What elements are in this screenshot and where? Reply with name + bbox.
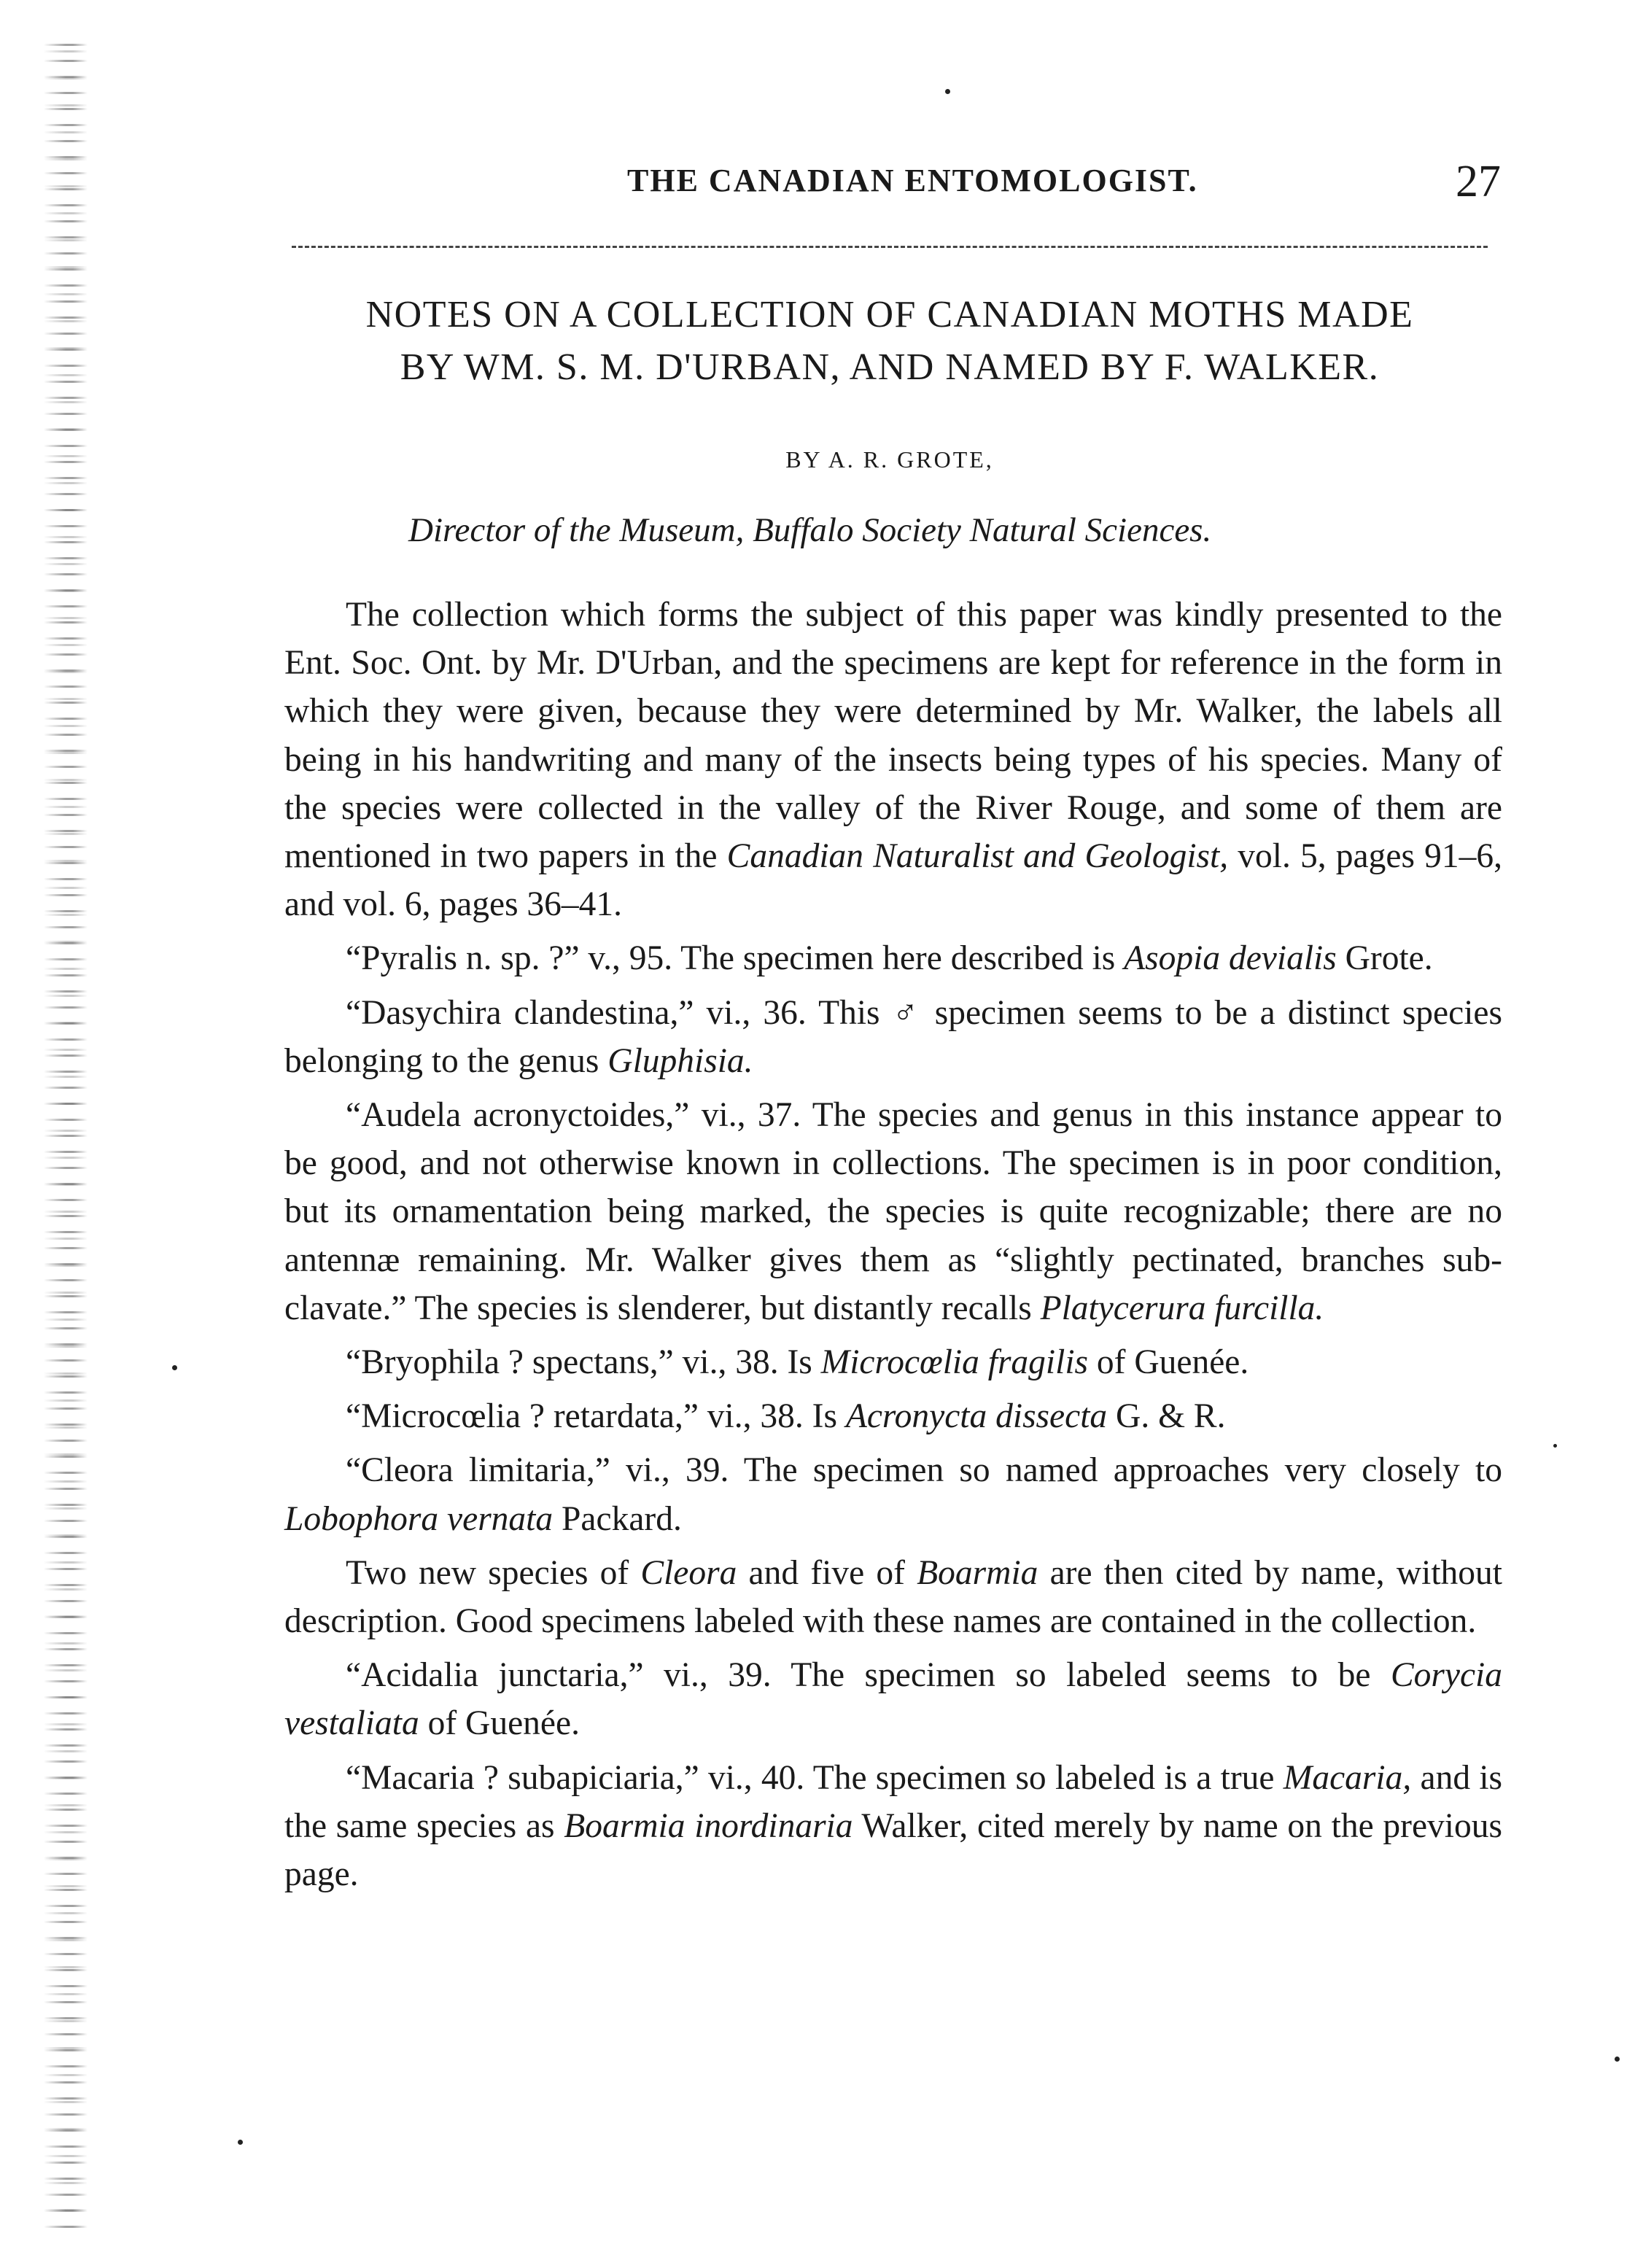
paragraph-text: “Acidalia junctaria,” vi., 39. The specimen so labeled seems to be	[346, 1656, 1391, 1695]
paragraph-text: The collection which forms the subject of this paper was kindly presented to the Ent. Soc. Ont. by Mr. D'Urban, and the specimens are kept for reference in the form in which they were given, because they were determined by Mr. Walker, the labels all being in his handwriting and many of the insects being types of his species. Many of the species were collected in the valley of the River Rouge, and some of them are mentioned in two papers in the	[284, 596, 1502, 876]
body-paragraph	[284, 1338, 1502, 1386]
italic-taxon-text: Cleora	[640, 1553, 737, 1592]
body-paragraph	[284, 1754, 1502, 1899]
paragraph-text: “Pyralis n. sp. ?” v., 95. The specimen here described is	[346, 939, 1125, 978]
italic-taxon-text: Macaria,	[1283, 1758, 1412, 1797]
italic-taxon-text: Acronycta dissecta	[845, 1397, 1108, 1436]
running-header: THE CANADIAN ENTOMOLOGIST.	[627, 163, 1198, 198]
binding-gutter	[44, 44, 109, 2232]
italic-taxon-text: Microcœlia fragilis	[820, 1343, 1089, 1382]
paragraph-text: Walker, cited merely by name on the previous page.	[284, 1806, 1502, 1894]
article-body	[284, 591, 1502, 1904]
paragraph-text: of Guenée.	[419, 1704, 580, 1743]
paragraph-text: “Macaria ? subapiciaria,” vi., 40. The specimen so labeled is a true	[346, 1758, 1283, 1797]
italic-taxon-text: Platycerura furcilla.	[1040, 1289, 1324, 1327]
header-rule	[292, 246, 1488, 248]
ink-speck	[945, 89, 950, 94]
italic-taxon-text: Boarmia	[917, 1553, 1038, 1592]
author-byline: BY A. R. GROTE,	[785, 446, 994, 473]
body-paragraph	[284, 1651, 1502, 1747]
body-paragraph	[284, 989, 1502, 1085]
paragraph-text: “Microcœlia ? retardata,” vi., 38. Is	[346, 1397, 846, 1436]
paragraph-text: and is the same species as	[284, 1758, 1503, 1845]
page-number: 27	[1456, 157, 1501, 206]
paragraph-text: “Dasychira clandestina,” vi., 36. This ♂ specimen seems to be a distinct species belonging to the genus	[284, 993, 1502, 1080]
ink-speck	[1615, 2057, 1620, 2062]
paragraph-text: vol. 5, pages 91–6, and vol. 6, pages 36–41.	[284, 837, 1502, 924]
paragraph-text: Packard.	[553, 1499, 682, 1538]
italic-taxon-text: Asopia devialis	[1124, 939, 1337, 978]
italic-taxon-text: Boarmia inordinaria	[564, 1806, 853, 1845]
ink-speck	[238, 2140, 243, 2145]
italic-taxon-text: Corycia vestaliata	[284, 1656, 1502, 1743]
body-paragraph	[284, 1392, 1502, 1440]
paragraph-text: are then cited by name, without description. Good specimens labeled with these names are contained in the collection.	[284, 1553, 1503, 1641]
ink-speck	[1553, 1444, 1557, 1448]
paragraph-text: “Bryophila ? spectans,” vi., 38. Is	[346, 1343, 821, 1382]
paragraph-text: and five of	[737, 1553, 917, 1592]
ink-speck	[172, 1365, 177, 1370]
paragraph-text: Two new species of	[346, 1553, 641, 1592]
italic-taxon-text: Lobophora vernata	[284, 1499, 554, 1538]
body-paragraph	[284, 934, 1502, 982]
body-paragraph	[284, 591, 1502, 928]
paragraph-text: of Guenée.	[1088, 1343, 1249, 1382]
article-title-line-2: BY WM. S. M. D'URBAN, AND NAMED BY F. WALKER.	[400, 346, 1380, 388]
body-paragraph	[284, 1549, 1502, 1645]
paragraph-text: G. & R.	[1107, 1397, 1226, 1436]
paragraph-text: “Audela acronyctoides,” vi., 37. The species and genus in this instance appear to be good, and not otherwise known in collections. The specimen is in poor condition, but its ornamentation being marked, the species is quite recognizable; there are no antennæ remaining. Mr. Walker gives them as “slightly pectinated, branches sub-clavate.” The species is slenderer, but distantly recalls	[284, 1096, 1502, 1327]
paragraph-text: Grote.	[1336, 939, 1433, 978]
body-paragraph	[284, 1091, 1502, 1332]
body-paragraph	[284, 1446, 1502, 1542]
italic-taxon-text: Gluphisia.	[607, 1041, 753, 1080]
article-title-line-1: NOTES ON A COLLECTION OF CANADIAN MOTHS MADE	[365, 294, 1414, 335]
italic-taxon-text: Canadian Naturalist and Geologist,	[726, 837, 1229, 876]
paragraph-text: “Cleora limitaria,” vi., 39. The specimen so named approaches very closely to	[346, 1451, 1502, 1490]
author-affiliation: Director of the Museum, Buffalo Society Natural Sciences.	[408, 511, 1212, 549]
